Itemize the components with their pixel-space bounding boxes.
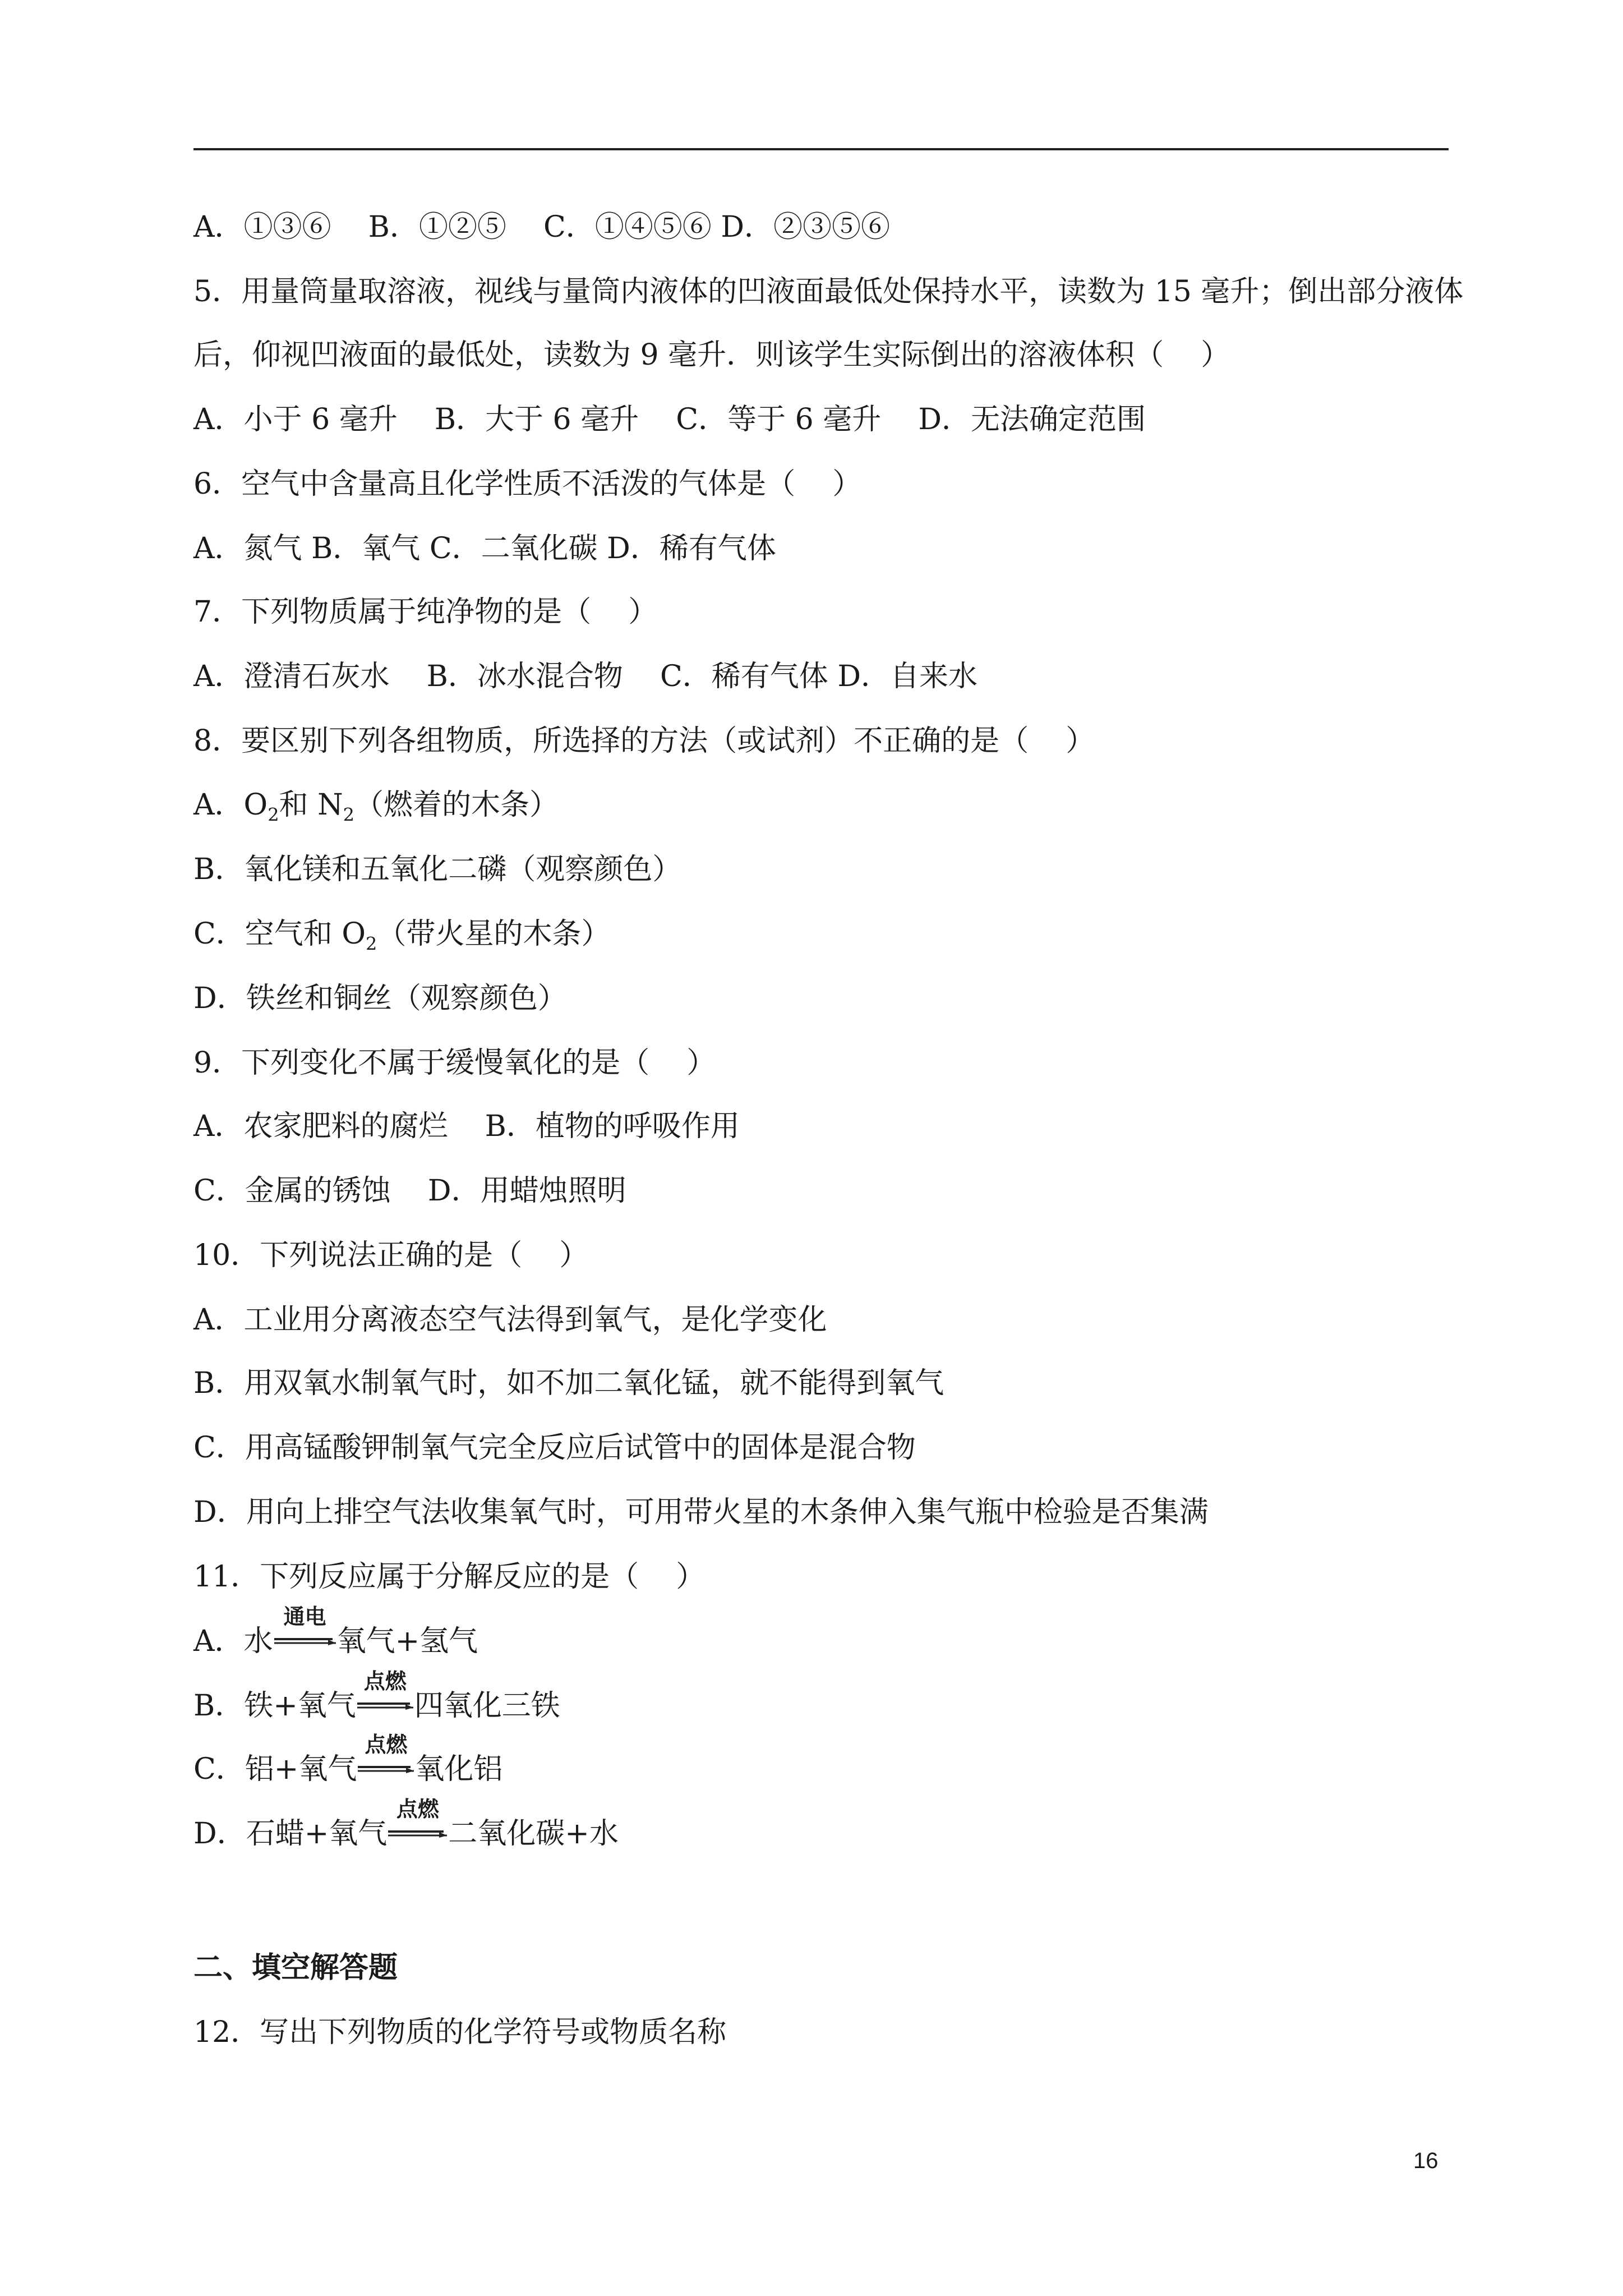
q9-stem: 9．下列变化不属于缓慢氧化的是（ ） bbox=[193, 1046, 716, 1080]
q11-stem: 11．下列反应属于分解反应的是（ ） bbox=[193, 1560, 706, 1594]
q4-options: A．①③⑥ B．①②⑤ C．①④⑤⑥ D．②③⑤⑥ bbox=[193, 210, 891, 244]
page-number: 16 bbox=[1413, 2148, 1438, 2173]
section-heading: 二、填空解答题 bbox=[193, 1951, 398, 1985]
q5-stem-line2: 后，仰视凹液面的最低处，读数为 9 毫升．则该学生实际倒出的溶液体积（ ） bbox=[193, 338, 1230, 372]
q11-option-c: C．铝+氧气 点燃 氧化铝 bbox=[193, 1732, 503, 1786]
q8-option-a: A．$O_2$和 $N_2$（燃着的木条） bbox=[193, 788, 559, 826]
q10-option-a: A．工业用分离液态空气法得到氧气，是化学变化 bbox=[193, 1303, 827, 1337]
reaction-arrow: 点燃 bbox=[357, 1689, 413, 1723]
q11-option-d: D．石蜡+氧气 点燃 二氧化碳+水 bbox=[193, 1797, 619, 1851]
q7-options: A．澄清石灰水 B．冰水混合物 C．稀有气体 D．自来水 bbox=[193, 660, 978, 693]
q9-options-cd: C．金属的锈蚀 D．用蜡烛照明 bbox=[193, 1174, 626, 1208]
q10-stem: 10．下列说法正确的是（ ） bbox=[193, 1239, 589, 1272]
q6-options: A．氮气 B．氧气 C．二氧化碳 D．稀有气体 bbox=[193, 532, 776, 565]
q8-option-c: C．空气和 $O_2$（带火星的木条） bbox=[193, 917, 611, 955]
q8-option-d: D．铁丝和铜丝（观察颜色） bbox=[193, 982, 567, 1015]
q9-options-ab: A．农家肥料的腐烂 B．植物的呼吸作用 bbox=[193, 1110, 740, 1143]
q12-stem: 12．写出下列物质的化学符号或物质名称 bbox=[193, 2016, 727, 2049]
q10-option-d: D．用向上排空气法收集氧气时，可用带火星的木条伸入集气瓶中检验是否集满 bbox=[193, 1496, 1209, 1529]
q11-option-b: B．铁+氧气 点燃 四氧化三铁 bbox=[193, 1669, 560, 1723]
q11-option-a: A．水 通电 氧气+氢气 bbox=[193, 1604, 478, 1658]
q5-options: A．小于 6 毫升 B．大于 6 毫升 C．等于 6 毫升 D．无法确定范围 bbox=[193, 403, 1146, 436]
q7-stem: 7．下列物质属于纯净物的是（ ） bbox=[193, 595, 658, 629]
reaction-arrow: 点燃 bbox=[358, 1752, 414, 1786]
q5-stem-line1: 5．用量筒量取溶液，视线与量筒内液体的凹液面最低处保持水平，读数为 15 毫升；倒出部分液体 bbox=[193, 275, 1464, 309]
reaction-arrow: 通电 bbox=[274, 1625, 336, 1658]
q6-stem: 6．空气中含量高且化学性质不活泼的气体是（ ） bbox=[193, 467, 862, 501]
q10-option-b: B．用双氧水制氧气时，如不加二氧化锰，就不能得到氧气 bbox=[193, 1366, 944, 1400]
header-rule bbox=[193, 148, 1449, 150]
q8-stem: 8．要区别下列各组物质，所选择的方法（或试剂）不正确的是（ ） bbox=[193, 724, 1095, 758]
q10-option-c: C．用高锰酸钾制氧气完全反应后试管中的固体是混合物 bbox=[193, 1431, 916, 1465]
q8-option-b: B．氧化镁和五氧化二磷（观察颜色） bbox=[193, 853, 682, 886]
reaction-arrow: 点燃 bbox=[388, 1817, 447, 1851]
